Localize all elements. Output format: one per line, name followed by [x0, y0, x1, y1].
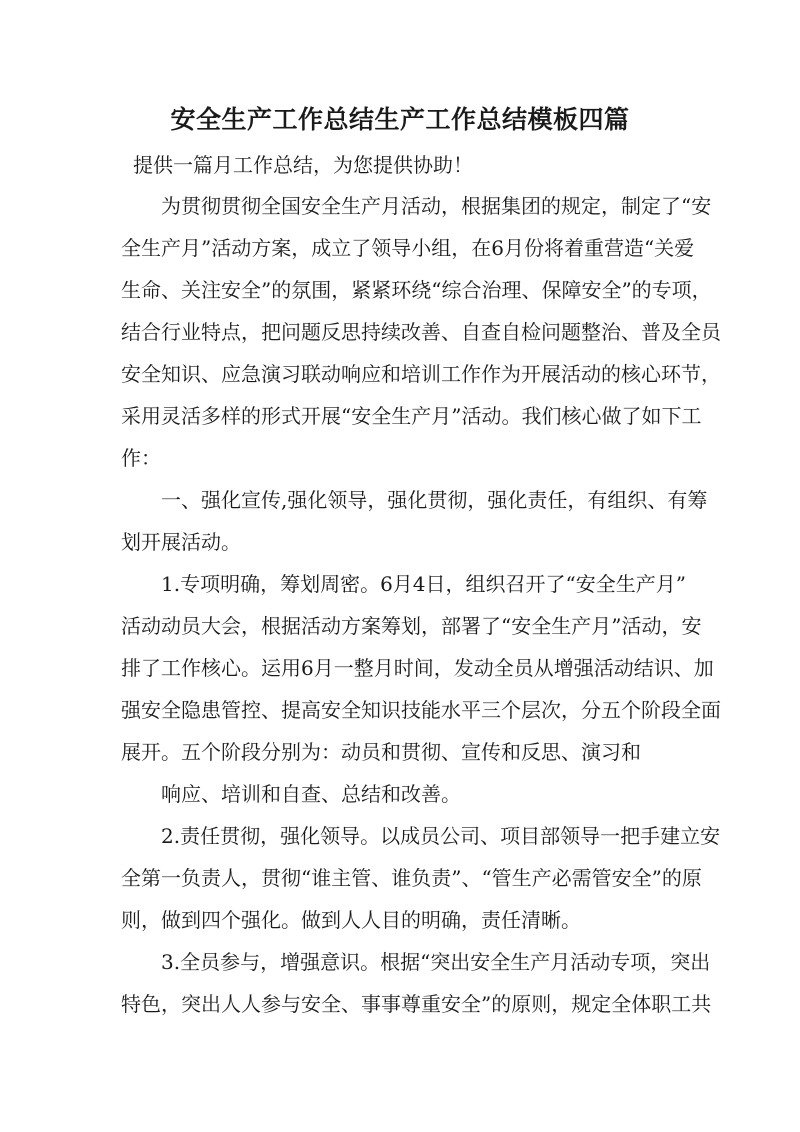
paragraph-line: 一、强化宣传,强化领导，强化贯彻，强化责任，有组织、有筹 [161, 488, 708, 512]
paragraph-line: 安全知识、应急演习联动响应和培训工作作为开展活动的核心环节， [121, 362, 721, 386]
paragraph-line: 生命、关注安全”的氛围，紧紧环绕“综合治理、保障安全”的专项， [121, 278, 712, 302]
document-title: 安全生产工作总结生产工作总结模板四篇 [170, 105, 630, 134]
paragraph-line: 全第一负责人，贯彻“谁主管、谁负责”、“管生产必需管安全”的原 [121, 866, 702, 890]
paragraph-line: 3.全员参与，增强意识。根据“突出安全生产月活动专项，突出 [161, 950, 711, 974]
paragraph-line: 强安全隐患管控、提高安全知识技能水平三个层次，分五个阶段全面 [121, 698, 721, 722]
paragraph-line: 排了工作核心。运用6月一整月时间，发动全员从增强活动结识、加 [121, 656, 714, 680]
paragraph-line: 为贯彻贯彻全国安全生产月活动，根据集团的规定，制定了“安 [161, 194, 712, 218]
paragraph-line: 响应、培训和自查、总结和改善。 [161, 782, 461, 806]
paragraph-line: 全生产月”活动方案，成立了领导小组，在6月份将着重营造“关爱 [121, 236, 695, 260]
paragraph-line: 划开展活动。 [121, 530, 241, 554]
paragraph-line: 1.专项明确，筹划周密。6月4日，组织召开了“安全生产月” [161, 572, 686, 596]
paragraph-line: 采用灵活多样的形式开展“安全生产月”活动。我们核心做了如下工 [121, 404, 702, 428]
paragraph-line: 结合行业特点，把问题反思持续改善、自查自检问题整治、普及全员 [121, 320, 721, 344]
paragraph-line: 活动动员大会，根据活动方案筹划，部署了“安全生产月”活动，安 [121, 614, 702, 638]
paragraph-line: 展开。五个阶段分别为：动员和贯彻、宣传和反思、演习和 [121, 740, 641, 764]
paragraph-line: 作： [121, 446, 161, 470]
document-subtitle: 提供一篇月工作总结，为您提供协助！ [133, 153, 473, 177]
paragraph-line: 则，做到四个强化。做到人人目的明确，责任清晰。 [121, 908, 581, 932]
paragraph-line: 特色，突出人人参与安全、事事尊重安全”的原则，规定全体职工共 [121, 992, 712, 1016]
paragraph-line: 2.责任贯彻，强化领导。以成员公司、项目部领导一把手建立安 [161, 824, 721, 848]
